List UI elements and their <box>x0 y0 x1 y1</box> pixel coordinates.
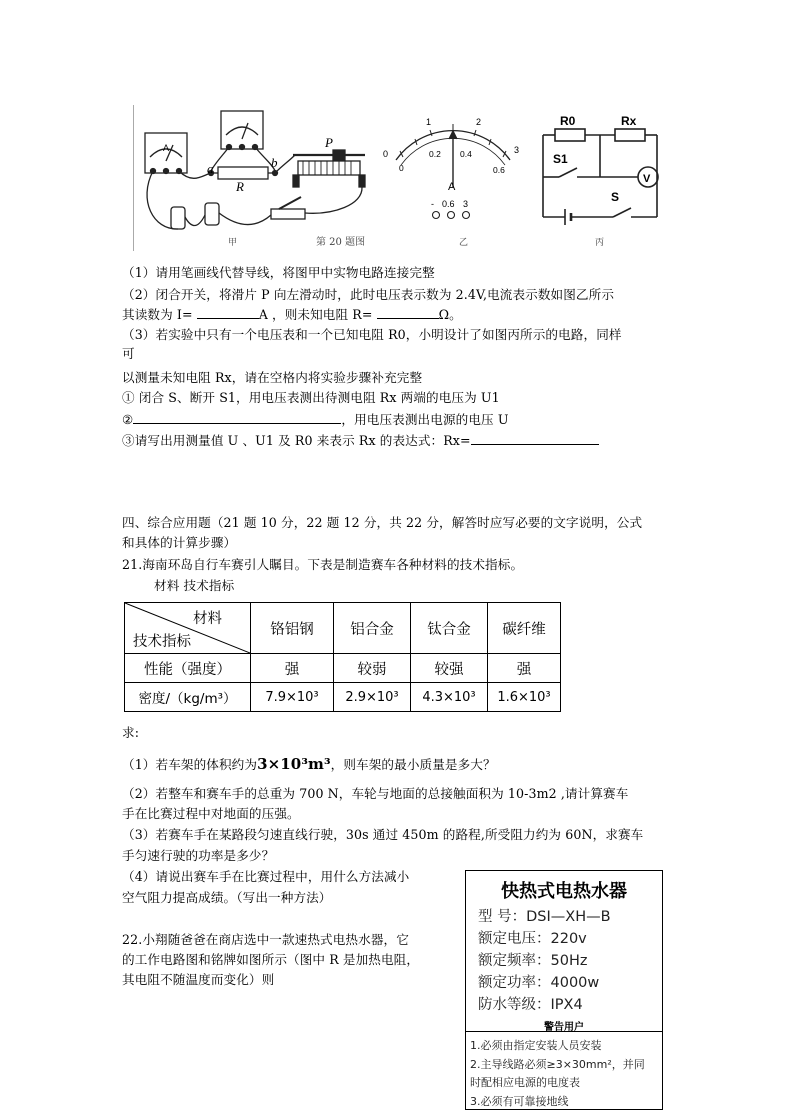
section4-line1: 四、综合应用题（21 题 10 分，22 题 12 分，共 22 分，解答时应写必要的文字说明，公式 <box>122 515 643 530</box>
section4-line2: 和具体的计算步骤） <box>122 535 237 550</box>
q20-part2-line2 <box>122 306 462 323</box>
q21-part3-line2: 手匀速行驶的功率是多少？ <box>122 848 275 863</box>
voltmeter-body <box>221 111 263 149</box>
q20-step3 <box>122 432 599 449</box>
terminal-3: 3 <box>463 199 469 209</box>
q21-volume-formula: 3×10³m³ <box>257 755 331 773</box>
q20-part2-text1: 其读数为 I= <box>122 307 193 322</box>
panel-label-yi: 乙 <box>459 238 469 248</box>
plate-model: 型 号：DSI—XH—B <box>478 909 611 925</box>
dial-terminals <box>433 212 470 219</box>
dial-unit-A: A <box>448 181 456 193</box>
bing-circuit <box>543 129 658 225</box>
plate-waterproof: 防水等级：IPX4 <box>478 997 583 1013</box>
dial-top-1: 1 <box>426 117 432 127</box>
plate-voltage: 额定电压：220v <box>478 931 587 947</box>
q20-part2-line1: （2）闭合开关，将滑片 P 向左滑动时，此时电压表示数为 2.4V,电流表示数如图乙所示 <box>122 287 615 302</box>
label-Rx: Rx <box>621 114 637 128</box>
plate-power: 额定功率：4000w <box>478 975 600 991</box>
answer-blank-rx[interactable] <box>471 432 599 445</box>
table-cell: 7.9×10³ <box>251 683 334 712</box>
dial-bottom-0: 0 <box>399 163 404 173</box>
table-cell: 4.3×10³ <box>411 683 488 712</box>
plate-warning-1: 1.必须由指定安装人员安装 <box>470 1039 602 1052</box>
terminal-minus: - <box>431 199 434 209</box>
materials-table <box>124 602 561 712</box>
q20-part3-line3: 以测量未知电阻 Rx，请在空格内将实验步骤补充完整 <box>122 370 423 385</box>
yi-ammeter-dial <box>396 124 510 187</box>
q21-part4-line2: 空气阻力提高成绩。（写出一种方法） <box>122 890 332 905</box>
rheostat-slider <box>333 150 345 160</box>
answer-blank-resistance[interactable] <box>377 306 439 319</box>
table-row <box>125 683 561 712</box>
label-a: a <box>207 161 214 176</box>
plate-warning-2a: 2.主导线路必须≥3×30mm²，并同 <box>470 1058 645 1071</box>
q20-part3-line2: 可 <box>122 346 135 361</box>
q22-line1: 22.小翔随爸爸在商店选中一款速热式电热水器，它 <box>122 932 409 947</box>
heater-nameplate <box>465 870 663 1110</box>
q20-part2-text2: A ，则未知电阻 R= <box>258 307 373 322</box>
q21-part1-text1: （1）若车架的体积约为 <box>122 757 258 772</box>
panel-label-jia: 甲 <box>228 238 238 248</box>
q20-part3-line1: （3）若实验中只有一个电压表和一个已知电阻 R0，小明设计了如图丙所示的电路，同样 <box>122 327 622 342</box>
label-R: R <box>236 179 244 194</box>
table-cell: 较强 <box>411 654 488 683</box>
plate-warning-title: 警告用户 <box>544 1022 584 1033</box>
col-header: 钛合金 <box>411 603 488 654</box>
dial-top-3: 3 <box>514 145 520 155</box>
q22-line2: 的工作电路图和铭牌如图所示（图中 R 是加热电阻， <box>122 952 420 967</box>
table-cell: 强 <box>488 654 561 683</box>
plate-title: 快热式电热水器 <box>501 881 627 902</box>
terminal-0.6: 0.6 <box>442 199 455 209</box>
panel-label-bing: 丙 <box>595 238 605 248</box>
label-b: b <box>271 155 278 170</box>
answer-blank-step2[interactable] <box>133 411 341 424</box>
row-label: 密度/（kg/m³） <box>125 683 251 712</box>
ammeter-body <box>145 133 187 173</box>
dial-bottom-0.6: 0.6 <box>493 165 505 175</box>
q21-ask: 求: <box>122 725 140 740</box>
answer-blank-current[interactable] <box>197 306 259 319</box>
q20-step2-marker: ② <box>122 412 134 427</box>
corner-label-spec: 技术指标 <box>133 634 191 650</box>
battery-1 <box>171 207 185 229</box>
resistor-Rx <box>615 129 645 141</box>
table-cell: 2.9×10³ <box>334 683 411 712</box>
label-ammeter-A: A <box>163 143 170 153</box>
label-V: V <box>643 173 651 185</box>
label-P: P <box>325 135 333 150</box>
q20-step2 <box>122 411 509 428</box>
plate-warning-3: 3.必须有可靠接地线 <box>470 1095 569 1108</box>
figure-q20-svg <box>133 105 693 251</box>
figure-caption: 第 20 题图 <box>316 237 366 248</box>
battery-2 <box>205 203 219 225</box>
table-cell: 较弱 <box>334 654 411 683</box>
dial-bottom-0.4: 0.4 <box>460 149 472 159</box>
dial-bottom-0.2: 0.2 <box>429 149 441 159</box>
q20-part1: （1）请用笔画线代替导线，将图甲中实物电路连接完整 <box>122 265 435 280</box>
q20-step2-text: ，用电压表测出电源的电压 U <box>341 412 509 427</box>
q21-intro: 21.海南环岛自行车赛引人瞩目。下表是制造赛车各种材料的技术指标。 <box>122 557 524 572</box>
q21-part3-line1: （3）若赛车手在某路段匀速直线行驶，30s 通过 450m 的路程,所受阻力约为 60N，求赛车 <box>122 827 644 842</box>
plate-frequency: 额定频率：50Hz <box>478 953 588 969</box>
q20-step3-text: ③请写出用测量值 U 、U1 及 R0 来表示 Rx 的表达式：Rx= <box>122 433 471 448</box>
table-cell: 1.6×10³ <box>488 683 561 712</box>
figure-q20 <box>133 105 693 251</box>
resistor-body <box>218 167 268 179</box>
label-S: S <box>611 190 620 204</box>
dial-top-2: 2 <box>476 117 482 127</box>
label-R0: R0 <box>560 114 576 128</box>
col-header: 碳纤维 <box>488 603 561 654</box>
q21-part2-line1: （2）若整车和赛车手的总重为 700 N，车轮与地面的总接触面积为 10-3m2 ,请计算赛车 <box>122 786 629 801</box>
resistor-R0 <box>555 129 585 141</box>
col-header: 铝合金 <box>334 603 411 654</box>
table-row <box>125 654 561 683</box>
table-header-row <box>125 603 561 654</box>
switch-S <box>613 208 631 217</box>
q21-part2-line2: 手在比赛过程中对地面的压强。 <box>122 806 300 821</box>
label-S1: S1 <box>553 152 568 166</box>
q20-part2-text3: Ω。 <box>438 307 462 322</box>
q21-part1 <box>122 756 496 773</box>
row-label: 性能（强度） <box>125 654 251 683</box>
q20-step1: ① 闭合 S、断开 S1，用电压表测出待测电阻 Rx 两端的电压为 U1 <box>122 390 500 405</box>
plate-warning-2b: 时配相应电源的电度表 <box>470 1076 580 1089</box>
table-cell: 强 <box>251 654 334 683</box>
plate-divider <box>466 1031 662 1032</box>
q21-part1-text2: ，则车架的最小质量是多大？ <box>330 757 496 772</box>
col-header: 铬铝钢 <box>251 603 334 654</box>
q22-line3: 其电阻不随温度而变化）则 <box>122 972 275 987</box>
jia-circuit <box>145 111 365 229</box>
switch-base <box>271 209 305 219</box>
table-corner-cell <box>125 603 251 654</box>
switch-S1 <box>559 168 577 177</box>
dial-top-0: 0 <box>383 149 389 159</box>
corner-label-material: 材料 <box>193 611 222 627</box>
q21-table-caption: 材料 技术指标 <box>154 578 235 593</box>
q21-part4-line1: （4）请说出赛车手在比赛过程中，用什么方法减小 <box>122 869 410 884</box>
